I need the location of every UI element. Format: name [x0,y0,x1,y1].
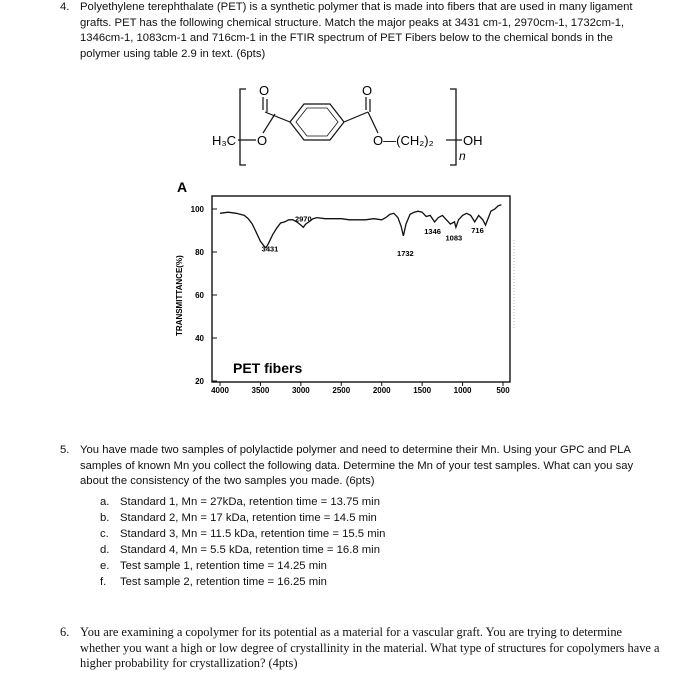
x-tick-label: 2000 [372,386,391,395]
carbonyl-oxygen-left-label: O [259,83,270,98]
y-tick-label: 100 [190,205,204,214]
x-tick-label: 2500 [332,386,351,395]
question-6-text: You are examining a copolymer for its potential as a material for a vascular graft. You are trying to determine whether you want a high or low degree of crystallinity in the material. What type of structures for copolymers have a higher probability for crystallization? (4pts) [80,625,660,670]
panel-label: A [177,179,188,195]
hydroxyl-group-label: OH [463,133,483,148]
question-5-text: You have made two samples of polylactide polymer and need to determine their Mn. Using your GPC and PLA samples of known Mn you collect the following data. Determine the Mn of your test samples. What can you say about the consistency of the two samples you made. (6pts) [80,444,634,487]
peak-labels [262,214,484,258]
repeat-unit-subscript: n [459,149,466,163]
peak-label-1732: 1732 [397,248,414,258]
chart-title: PET fibers [233,360,303,376]
y-axis-label: TRANSMITTANCE(%) [175,255,184,336]
question-4-number: 4. [60,1,70,13]
x-tick-label: 1000 [453,386,472,395]
x-tick-label: 1500 [413,386,432,395]
peak-label-2970: 2970 [294,214,312,224]
x-tick-label: 500 [496,386,510,395]
question-5-number: 5. [60,444,70,456]
question-6-number: 6. [60,625,70,639]
y-tick-label: 20 [195,377,204,386]
x-tick-label: 4000 [211,386,229,395]
x-tick-label: 3000 [291,386,310,395]
ethylene-segment-label: O—(CH₂)₂ [373,133,434,148]
y-tick-label: 40 [195,334,204,343]
question-4-text: Polyethylene terephthalate (PET) is a synthetic polymer that is made into fibers that are used in many ligament grafts. PET has the following chemical structure. Match the major peaks at 3431 cm-1, 2970cm-1, 1732cm-1, 1346cm-1, 1083cm-1 and 716cm-1 in the FTIR spectrum of PET Fibers below to the chemical bonds in the polymer using table 2.9 in text. (6pts) [80,1,633,60]
peak-label-1083: 1083 [445,233,463,243]
methyl-group-label: H₃C [212,133,237,148]
y-axis-ticks [191,205,217,386]
ester-oxygen-left-label: O [257,133,268,148]
y-tick-label: 80 [195,248,204,257]
x-tick-label: 3500 [251,386,270,395]
peak-label-1346: 1346 [424,226,441,236]
peak-label-716: 716 [471,226,484,236]
y-tick-label: 60 [195,291,204,300]
carbonyl-oxygen-right-label: O [362,83,373,98]
x-axis-ticks [211,382,510,395]
peak-label-3431: 3431 [261,244,279,254]
